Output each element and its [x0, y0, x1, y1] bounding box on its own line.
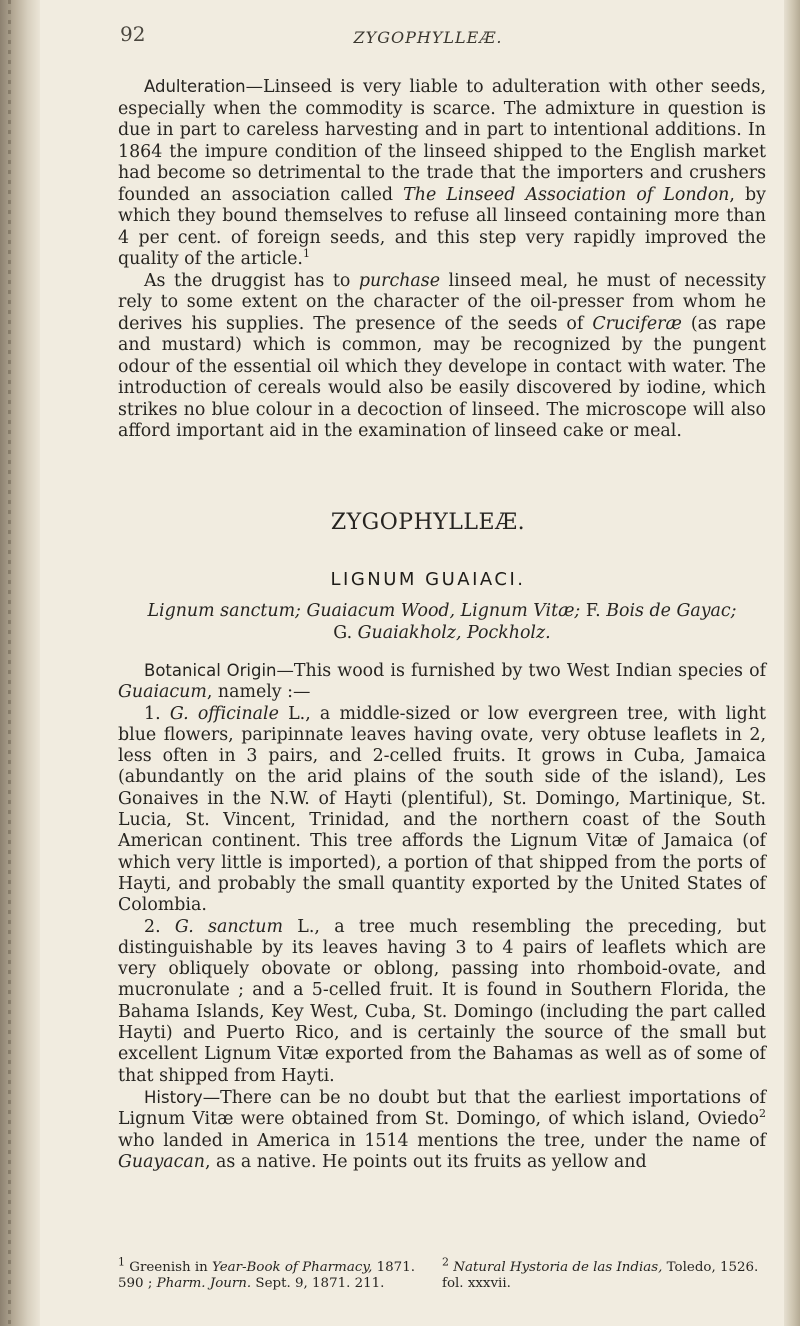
synonyms-german: Guaiakholz, Pockholz. — [352, 623, 551, 643]
footnote-ref-1: 1 — [302, 247, 310, 261]
history-paragraph — [118, 1087, 766, 1173]
page-number: 92 — [120, 22, 146, 46]
subsection-title: LIGNUM GUAIACI. — [330, 569, 526, 590]
history-text-a: —There can be no doubt but that the earliest importations of Lignum Vitæ were obtained from St. Domingo, of which island, Oviedo — [118, 1087, 766, 1130]
species-1-number: 1. — [144, 703, 170, 724]
footnote-ref-2: 2 — [759, 1107, 766, 1121]
guayacan-name: Guayacan — [118, 1151, 205, 1172]
species-1-text: L., a middle-sized or low evergreen tree, with light blue flowers, paripinnate leaves having ovate, very obtuse leaflets in 2, less often in 3 pairs, and 2-celled fruits. It grows in Cuba, Jamaica (abundantly on the arid plains of the south side of the island), Les Gonaives in the N.W. of Hayti (plentiful), St. Domingo, Martinique, St. Lucia, St. Vincent, Trinidad, and the northern coast of the South American continent. This tree affords the Lignum Vitæ of Jamaica (of which very little is imported), a portion of that shipped from the ports of Hayti, and probably the small quantity exported by the United States of Colombia. — [118, 703, 767, 916]
species-2-number: 2. — [144, 916, 175, 937]
druggist-paragraph — [118, 271, 766, 443]
synonyms — [118, 600, 766, 644]
genus-name: Guaiacum — [118, 682, 207, 703]
footnote-1-text-c: Sept. 9, 1871. 211. — [251, 1276, 385, 1291]
footnote-2-text: Toledo, 1526. fol. xxxvii. — [442, 1260, 759, 1291]
footnote-1 — [118, 1255, 442, 1292]
page-edge-shadow — [784, 0, 800, 1326]
running-head: ZYGOPHYLLEÆ. — [353, 28, 503, 47]
botanical-origin-paragraph — [118, 660, 766, 704]
section-title: ZYGOPHYLLEÆ. — [330, 510, 526, 535]
linseed-association-name: The Linseed Association of London — [403, 184, 730, 205]
species-2-text: L., a tree much resembling the preceding, but distinguishable by its leaves having 3 to 4 pairs of leaflets which are very obliquely obovate or oblong, passing into rhomboid-ovate, and mucronulate ; and a 5-celled fruit. It is found in Southern Florida, the Bahama Islands, Key West, Cuba, St. Domingo (including the part called Hayti) and Puerto Rico, and is certainly the source of the small but excellent Lignum Vitæ exported from the Bahamas as well as of some of that shipped from Hayti. — [118, 916, 766, 1086]
adulteration-text: —Linseed is very liable to adulteration with other seeds, especially when the commodity is scarce. The admixture in question is due in part to careless harvesting and in part to intentional additions. In 1864 the impure condition of the linseed shipped to the English market had become so detrimental to the trade that the importers and crushers founded an association called — [118, 77, 766, 205]
history-heading: History — [144, 1087, 203, 1107]
linseed-adulteration-section — [118, 76, 766, 443]
book-binding-gutter — [0, 0, 40, 1326]
footnotes — [118, 1255, 766, 1292]
synonyms-latin-english: Lignum sanctum; Guaiacum Wood, Lignum Vitæ; — [147, 601, 586, 621]
adulteration-text-end: , by which they bound themselves to refuse all linseed containing more than 4 per cent. of foreign seeds, and this step very rapidly improved the quality of the article. — [118, 184, 766, 269]
druggist-text-c: (as rape and mustard) which is common, may be recognized by the pungent odour of the essential oil which they develope in contact with water. The introduction of cereals would also be easily discovered by iodine, which strikes no blue colour in a decoction of linseed. The microscope will also afford important aid in the examination of linseed cake or meal. — [118, 313, 766, 441]
footnote-1-text-b: 1871. 590 ; — [118, 1260, 415, 1291]
book-page — [90, 0, 766, 1326]
footnote-2-title: Natural Hystoria de las Indias, — [449, 1260, 663, 1275]
species-2-paragraph — [118, 917, 766, 1087]
druggist-text-a: As the druggist has to — [144, 270, 359, 291]
botanical-origin-heading: Botanical Origin — [144, 661, 277, 680]
cruciferae-name: Cruciferæ — [592, 313, 682, 334]
purchase-emphasis: purchase — [358, 270, 440, 291]
origin-text-b: , namely :— — [206, 682, 311, 703]
synonyms-german-mark: G. — [333, 623, 353, 643]
adulteration-heading: Adulteration — [144, 77, 246, 96]
footnote-row — [118, 1255, 766, 1292]
species-1-name: G. officinale — [169, 703, 279, 724]
species-2-name: G. sanctum — [174, 916, 283, 937]
druggist-text-b: linseed meal, he must of necessity rely to some extent on the character of the oil-presser from whom he derives his supplies. The presence of the seeds of — [118, 270, 766, 334]
page-header — [90, 24, 766, 46]
synonyms-french-mark: F. — [585, 601, 601, 621]
footnote-2-mark: 2 — [442, 1255, 449, 1269]
adulteration-paragraph — [118, 76, 766, 271]
synonyms-french: Bois de Gayac; — [600, 601, 737, 621]
footnote-1-mark: 1 — [118, 1255, 125, 1269]
origin-text-a: —This wood is furnished by two West Indian species of — [276, 661, 767, 681]
footnote-1-title: Year-Book of Pharmacy, — [212, 1260, 373, 1275]
history-text-b: who landed in America in 1514 mentions the tree, under the name of — [118, 1130, 766, 1151]
footnote-1-journal: Pharm. Journ. — [156, 1276, 252, 1291]
guaiacum-section — [118, 660, 766, 1173]
footnote-2 — [442, 1255, 766, 1292]
binding-stitching — [8, 0, 11, 1326]
species-1-paragraph — [118, 704, 766, 917]
history-text-c: , as a native. He points out its fruits as yellow and — [204, 1151, 647, 1172]
footnote-1-text-a: Greenish in — [125, 1260, 213, 1275]
